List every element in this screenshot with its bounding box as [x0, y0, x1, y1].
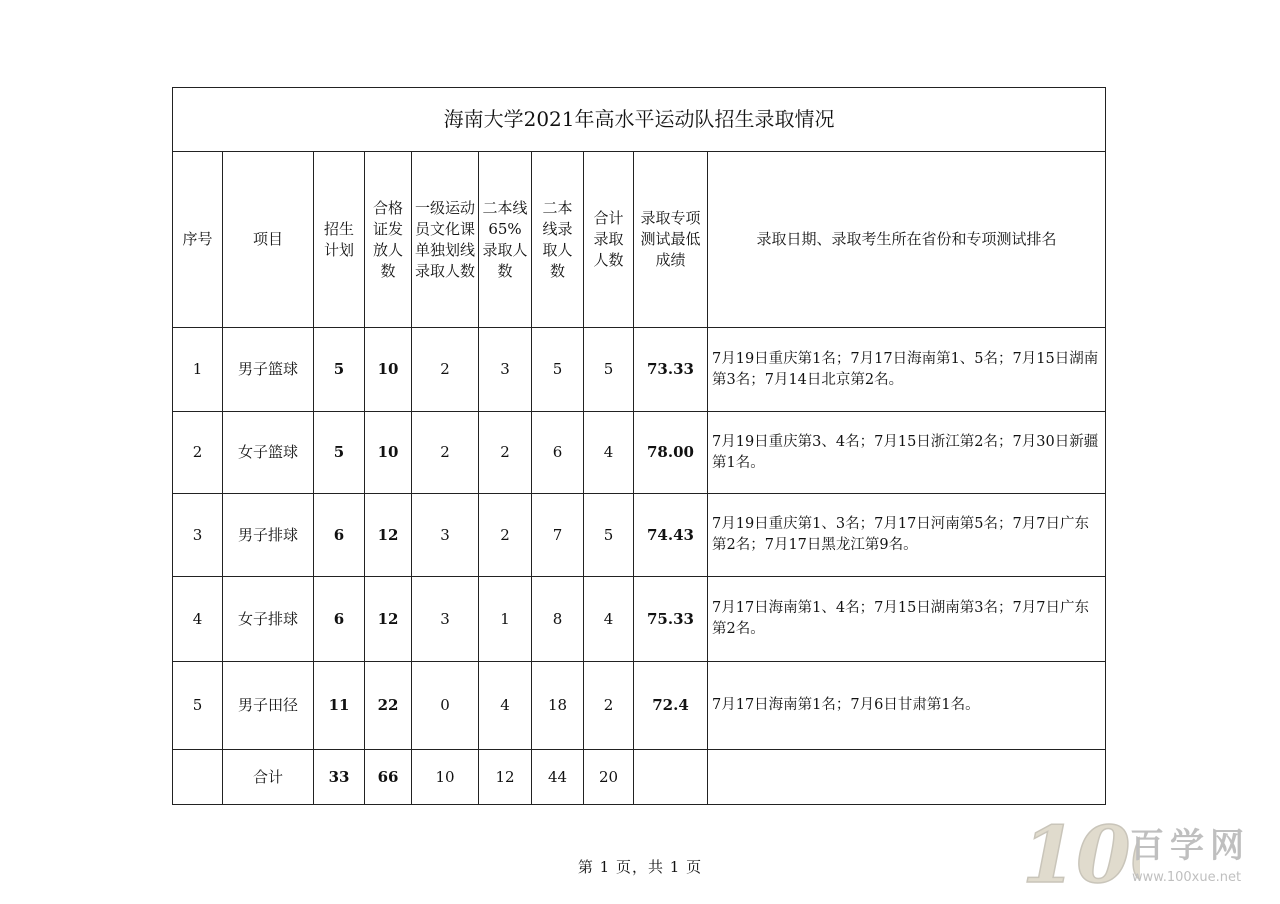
cell-details: 7月17日海南第1、4名；7月15日湖南第3名；7月7日广东第2名。 [708, 577, 1106, 662]
cell-min-score: 78.00 [634, 412, 708, 494]
total-seq-empty [173, 750, 223, 805]
watermark-logo [1020, 800, 1278, 900]
cell-line2: 18 [532, 662, 584, 750]
cell-project: 男子篮球 [223, 328, 314, 412]
cell-seq: 3 [173, 494, 223, 577]
cell-line2: 5 [532, 328, 584, 412]
cell-plan: 6 [314, 577, 365, 662]
cell-min-score: 74.43 [634, 494, 708, 577]
admission-table [172, 87, 1106, 805]
svg-text:100: 10 [1022, 810, 1131, 900]
cell-line65: 4 [479, 662, 532, 750]
header-row [173, 152, 1106, 328]
total-plan: 33 [314, 750, 365, 805]
table-row [173, 662, 1106, 750]
cell-level1: 0 [412, 662, 479, 750]
header-total-admit: 合计录取人数 [584, 152, 634, 328]
cell-total-admit: 4 [584, 577, 634, 662]
total-row [173, 750, 1106, 805]
cell-level1: 3 [412, 577, 479, 662]
cell-details: 7月17日海南第1名；7月6日甘肃第1名。 [708, 662, 1106, 750]
cell-qualified: 10 [365, 328, 412, 412]
header-line65: 二本线65%录取人数 [479, 152, 532, 328]
header-level1: 一级运动员文化课单独划线录取人数 [412, 152, 479, 328]
table-row [173, 328, 1106, 412]
table-row [173, 494, 1106, 577]
header-seq: 序号 [173, 152, 223, 328]
cell-line2: 7 [532, 494, 584, 577]
header-project: 项目 [223, 152, 314, 328]
cell-line65: 3 [479, 328, 532, 412]
total-line65: 12 [479, 750, 532, 805]
page-footer: 第 1 页，共 1 页 [577, 858, 703, 876]
header-min-score: 录取专项测试最低成绩 [634, 152, 708, 328]
cell-project: 女子排球 [223, 577, 314, 662]
watermark-url: www.100xue.net [1132, 870, 1242, 885]
cell-qualified: 22 [365, 662, 412, 750]
total-min-score-empty [634, 750, 708, 805]
cell-total-admit: 5 [584, 328, 634, 412]
cell-line65: 1 [479, 577, 532, 662]
header-line2: 二本线录取人数 [532, 152, 584, 328]
table-title: 海南大学2021年高水平运动队招生录取情况 [173, 88, 1106, 152]
total-line2: 44 [532, 750, 584, 805]
cell-line65: 2 [479, 412, 532, 494]
cell-plan: 5 [314, 412, 365, 494]
total-details-empty [708, 750, 1106, 805]
cell-project: 女子篮球 [223, 412, 314, 494]
cell-line2: 8 [532, 577, 584, 662]
table-row [173, 577, 1106, 662]
cell-total-admit: 4 [584, 412, 634, 494]
cell-details: 7月19日重庆第3、4名；7月15日浙江第2名；7月30日新疆第1名。 [708, 412, 1106, 494]
cell-min-score: 73.33 [634, 328, 708, 412]
cell-min-score: 75.33 [634, 577, 708, 662]
total-label: 合计 [223, 750, 314, 805]
cell-line65: 2 [479, 494, 532, 577]
header-plan: 招生计划 [314, 152, 365, 328]
cell-plan: 5 [314, 328, 365, 412]
cell-seq: 4 [173, 577, 223, 662]
total-qualified: 66 [365, 750, 412, 805]
cell-line2: 6 [532, 412, 584, 494]
cell-project: 男子田径 [223, 662, 314, 750]
cell-level1: 2 [412, 412, 479, 494]
cell-total-admit: 2 [584, 662, 634, 750]
header-details: 录取日期、录取考生所在省份和专项测试排名 [708, 152, 1106, 328]
total-level1: 10 [412, 750, 479, 805]
cell-level1: 2 [412, 328, 479, 412]
watermark-100-logo [1020, 800, 1140, 900]
cell-qualified: 12 [365, 577, 412, 662]
cell-seq: 5 [173, 662, 223, 750]
watermark-name: 百学网 [1130, 826, 1250, 866]
cell-seq: 1 [173, 328, 223, 412]
total-admit: 20 [584, 750, 634, 805]
cell-details: 7月19日重庆第1名；7月17日海南第1、5名；7月15日湖南第3名；7月14日北京第2名。 [708, 328, 1106, 412]
cell-qualified: 10 [365, 412, 412, 494]
cell-plan: 11 [314, 662, 365, 750]
cell-plan: 6 [314, 494, 365, 577]
header-qualified: 合格证发放人数 [365, 152, 412, 328]
cell-details: 7月19日重庆第1、3名；7月17日河南第5名；7月7日广东第2名；7月17日黑龙江第9名。 [708, 494, 1106, 577]
table-row [173, 412, 1106, 494]
cell-qualified: 12 [365, 494, 412, 577]
cell-project: 男子排球 [223, 494, 314, 577]
cell-level1: 3 [412, 494, 479, 577]
cell-min-score: 72.4 [634, 662, 708, 750]
cell-total-admit: 5 [584, 494, 634, 577]
cell-seq: 2 [173, 412, 223, 494]
